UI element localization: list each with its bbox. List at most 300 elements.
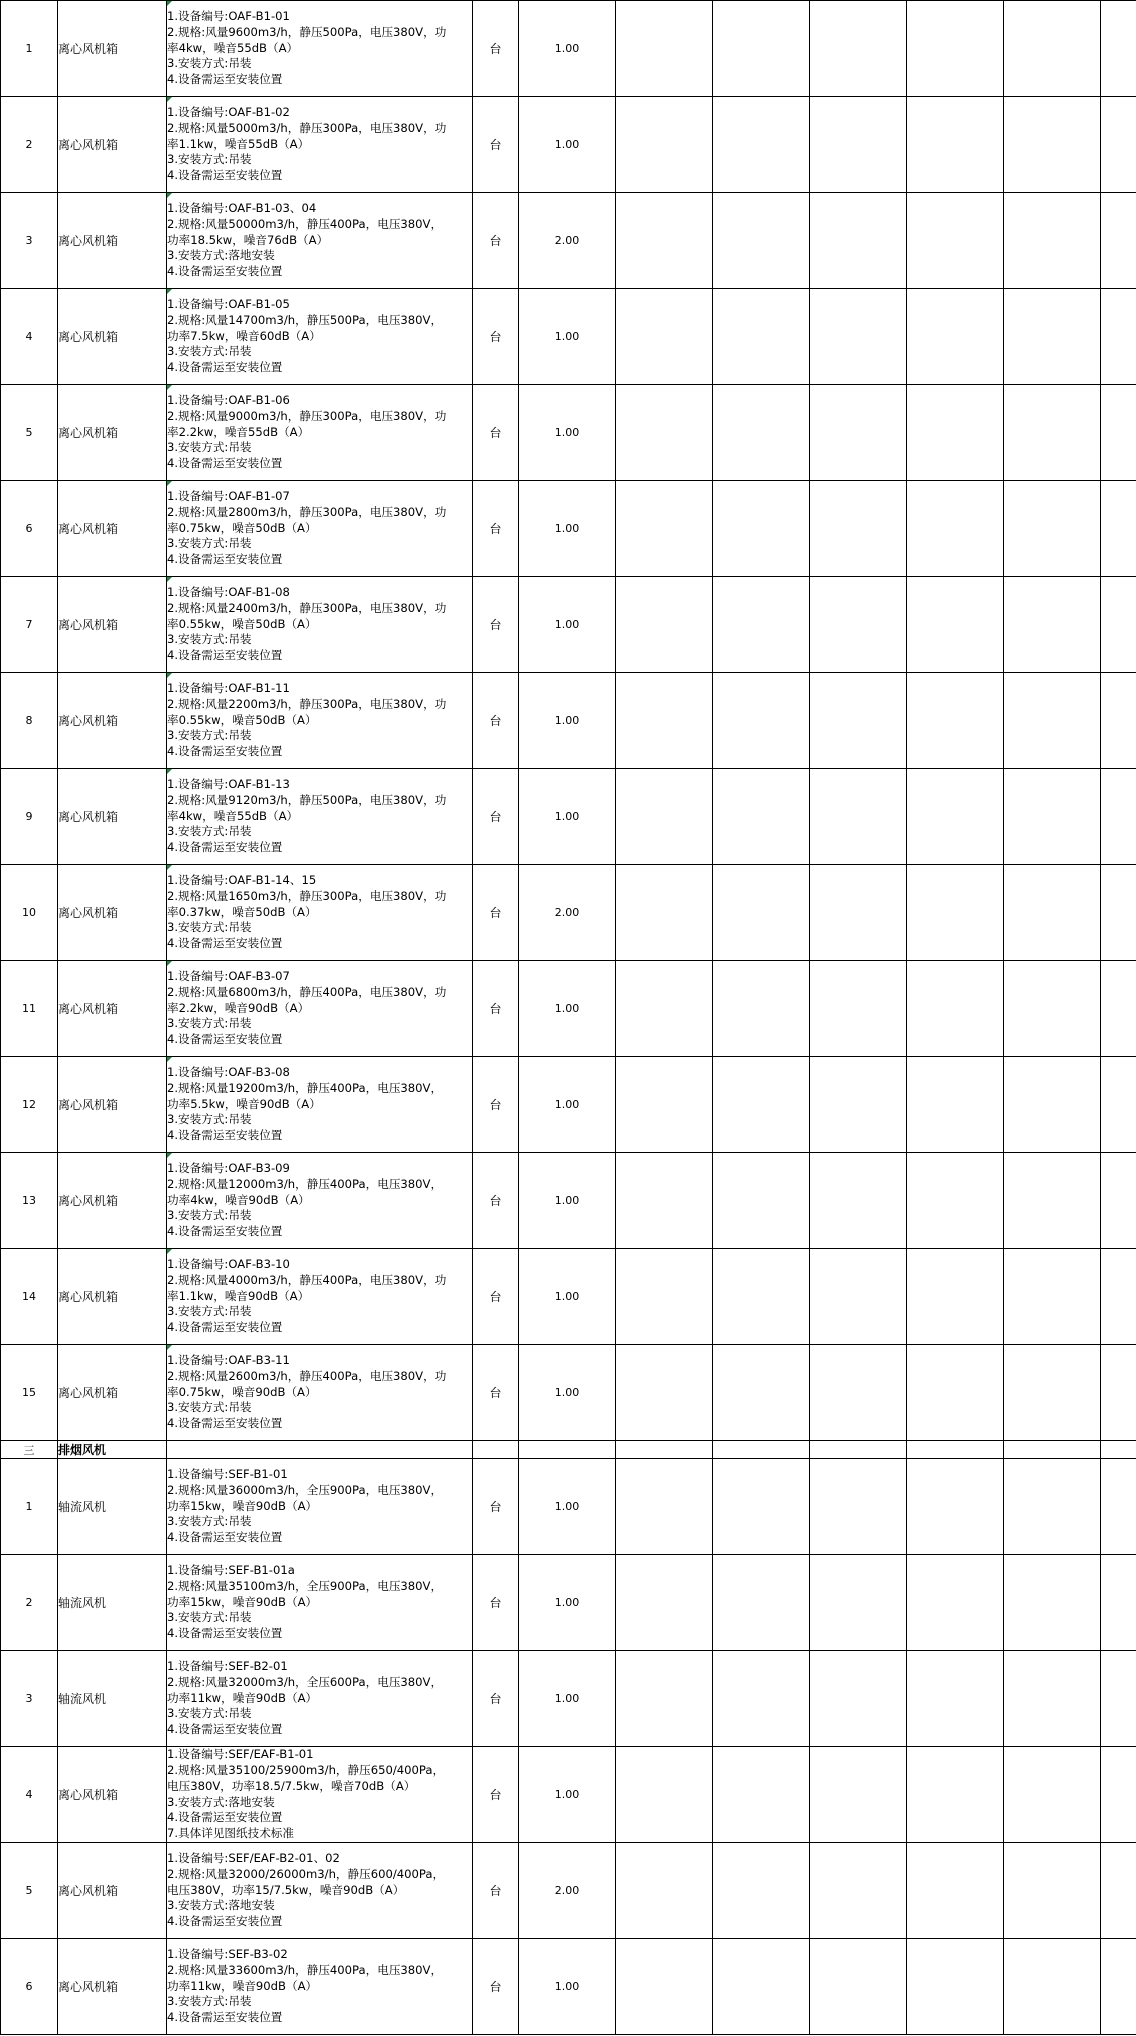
empty-cell[interactable] bbox=[616, 1249, 713, 1345]
item-quantity-cell[interactable]: 1.00 bbox=[519, 97, 616, 193]
item-description-cell[interactable] bbox=[167, 577, 473, 673]
description-line: 3.安装方式:落地安装 bbox=[167, 1898, 275, 1913]
empty-cell[interactable] bbox=[810, 1747, 907, 1843]
empty-cell[interactable] bbox=[810, 1843, 907, 1939]
item-quantity-cell[interactable]: 1.00 bbox=[519, 1, 616, 97]
empty-cell[interactable] bbox=[1101, 1345, 1136, 1441]
empty-cell[interactable] bbox=[1101, 1153, 1136, 1249]
item-quantity-cell[interactable]: 1.00 bbox=[519, 1939, 616, 2035]
item-unit-cell[interactable]: 台 bbox=[473, 1153, 519, 1249]
description-line: 3.安装方式:吊装 bbox=[167, 1208, 252, 1223]
empty-cell[interactable] bbox=[907, 1555, 1004, 1651]
empty-cell[interactable] bbox=[1101, 97, 1136, 193]
empty-cell[interactable] bbox=[616, 1555, 713, 1651]
empty-cell[interactable] bbox=[1004, 1747, 1101, 1843]
empty-cell[interactable] bbox=[1101, 193, 1136, 289]
empty-cell[interactable] bbox=[616, 769, 713, 865]
description-line: 率1.1kw，噪音55dB（A） bbox=[167, 136, 310, 151]
table-row bbox=[1, 1057, 1136, 1153]
item-name-cell[interactable]: 离心风机箱 bbox=[58, 865, 167, 961]
item-unit-cell[interactable]: 台 bbox=[473, 769, 519, 865]
description-line: 1.设备编号:OAF-B3-07 bbox=[167, 969, 290, 983]
empty-cell[interactable] bbox=[616, 1, 713, 97]
item-quantity-cell[interactable]: 1.00 bbox=[519, 289, 616, 385]
empty-cell[interactable] bbox=[1101, 1651, 1136, 1747]
description-line: 1.设备编号:SEF/EAF-B1-01 bbox=[167, 1747, 314, 1762]
empty-cell[interactable] bbox=[713, 193, 810, 289]
item-quantity-cell[interactable]: 1.00 bbox=[519, 769, 616, 865]
empty-cell[interactable] bbox=[713, 385, 810, 481]
item-number-cell[interactable]: 2 bbox=[1, 97, 58, 193]
item-unit-cell[interactable]: 台 bbox=[473, 1747, 519, 1843]
empty-cell[interactable] bbox=[907, 1153, 1004, 1249]
cell-comment-marker-icon bbox=[167, 1057, 172, 1062]
table-row bbox=[1, 769, 1136, 865]
item-description-cell[interactable] bbox=[167, 1555, 473, 1651]
description-line: 4.设备需运至安装位置 bbox=[167, 1530, 283, 1545]
empty-cell[interactable] bbox=[1101, 1843, 1136, 1939]
item-number-cell[interactable]: 8 bbox=[1, 673, 58, 769]
item-name-cell[interactable]: 离心风机箱 bbox=[58, 289, 167, 385]
description-line: 功率18.5kw，噪音76dB（A） bbox=[167, 232, 329, 247]
description-line: 1.设备编号:SEF-B1-01 bbox=[167, 1467, 288, 1481]
item-unit-cell[interactable]: 台 bbox=[473, 1843, 519, 1939]
table-row bbox=[1, 1939, 1136, 2035]
item-description-cell[interactable] bbox=[167, 1, 473, 97]
item-name-cell[interactable]: 离心风机箱 bbox=[58, 193, 167, 289]
description-line: 2.规格:风量2400m3/h，静压300Pa，电压380V，功 bbox=[167, 600, 447, 615]
empty-cell[interactable] bbox=[713, 1153, 810, 1249]
description-line: 率2.2kw，噪音90dB（A） bbox=[167, 1000, 310, 1015]
empty-cell[interactable] bbox=[907, 1, 1004, 97]
item-unit-cell[interactable]: 台 bbox=[473, 1249, 519, 1345]
empty-cell[interactable] bbox=[713, 577, 810, 673]
description-line: 1.设备编号:OAF-B1-07 bbox=[167, 489, 290, 503]
item-name-cell[interactable]: 离心风机箱 bbox=[58, 1939, 167, 2035]
empty-cell[interactable] bbox=[907, 1651, 1004, 1747]
item-name-cell[interactable]: 离心风机箱 bbox=[58, 577, 167, 673]
empty-cell[interactable] bbox=[519, 1441, 616, 1459]
empty-cell[interactable] bbox=[713, 1, 810, 97]
item-quantity-cell[interactable]: 1.00 bbox=[519, 481, 616, 577]
item-number-cell[interactable]: 14 bbox=[1, 1249, 58, 1345]
description-line: 功率11kw，噪音90dB（A） bbox=[167, 1978, 318, 1993]
item-number-cell[interactable]: 6 bbox=[1, 481, 58, 577]
empty-cell[interactable] bbox=[616, 289, 713, 385]
empty-cell[interactable] bbox=[1004, 481, 1101, 577]
table-row bbox=[1, 481, 1136, 577]
empty-cell[interactable] bbox=[616, 1057, 713, 1153]
item-unit-cell[interactable]: 台 bbox=[473, 1939, 519, 2035]
empty-cell[interactable] bbox=[1101, 481, 1136, 577]
item-quantity-cell[interactable]: 1.00 bbox=[519, 673, 616, 769]
description-line: 2.规格:风量14700m3/h，静压500Pa，电压380V， bbox=[167, 312, 443, 327]
empty-cell[interactable] bbox=[713, 1345, 810, 1441]
empty-cell[interactable] bbox=[713, 97, 810, 193]
item-number-cell[interactable]: 9 bbox=[1, 769, 58, 865]
empty-cell[interactable] bbox=[810, 1153, 907, 1249]
empty-cell[interactable] bbox=[907, 1249, 1004, 1345]
empty-cell[interactable] bbox=[810, 1459, 907, 1555]
item-unit-cell[interactable]: 台 bbox=[473, 673, 519, 769]
empty-cell[interactable] bbox=[1004, 1651, 1101, 1747]
item-unit-cell[interactable]: 台 bbox=[473, 1459, 519, 1555]
description-line: 2.规格:风量32000m3/h，全压600Pa，电压380V， bbox=[167, 1674, 443, 1689]
empty-cell[interactable] bbox=[810, 289, 907, 385]
item-unit-cell[interactable]: 台 bbox=[473, 1345, 519, 1441]
item-description-cell[interactable] bbox=[167, 1843, 473, 1939]
empty-cell[interactable] bbox=[810, 1345, 907, 1441]
empty-cell[interactable] bbox=[1101, 1, 1136, 97]
description-line: 2.规格:风量35100/25900m3/h，静压650/400Pa， bbox=[167, 1762, 445, 1777]
empty-cell[interactable] bbox=[616, 1651, 713, 1747]
item-number-cell[interactable]: 15 bbox=[1, 1345, 58, 1441]
empty-cell[interactable] bbox=[1004, 193, 1101, 289]
description-line: 4.设备需运至安装位置 bbox=[167, 1128, 283, 1143]
item-number-cell[interactable]: 5 bbox=[1, 1843, 58, 1939]
empty-cell[interactable] bbox=[810, 1057, 907, 1153]
item-name-cell[interactable]: 离心风机箱 bbox=[58, 97, 167, 193]
empty-cell[interactable] bbox=[1004, 1939, 1101, 2035]
empty-cell[interactable] bbox=[1101, 961, 1136, 1057]
description-line: 1.设备编号:OAF-B1-14、15 bbox=[167, 873, 317, 887]
empty-cell[interactable] bbox=[1004, 865, 1101, 961]
empty-cell[interactable] bbox=[907, 577, 1004, 673]
empty-cell[interactable] bbox=[1004, 1441, 1101, 1459]
item-quantity-cell[interactable]: 1.00 bbox=[519, 961, 616, 1057]
empty-cell[interactable] bbox=[167, 1441, 473, 1459]
item-description-cell[interactable] bbox=[167, 673, 473, 769]
item-number-cell[interactable]: 2 bbox=[1, 1555, 58, 1651]
empty-cell[interactable] bbox=[713, 1747, 810, 1843]
item-description-cell[interactable] bbox=[167, 961, 473, 1057]
empty-cell[interactable] bbox=[1004, 961, 1101, 1057]
empty-cell[interactable] bbox=[810, 673, 907, 769]
item-description-cell[interactable] bbox=[167, 1747, 473, 1843]
item-number-cell[interactable]: 4 bbox=[1, 289, 58, 385]
empty-cell[interactable] bbox=[907, 1747, 1004, 1843]
item-description-cell[interactable] bbox=[167, 865, 473, 961]
empty-cell[interactable] bbox=[1004, 385, 1101, 481]
item-description-cell[interactable] bbox=[167, 1249, 473, 1345]
empty-cell[interactable] bbox=[616, 1441, 713, 1459]
empty-cell[interactable] bbox=[616, 577, 713, 673]
item-name-cell[interactable]: 离心风机箱 bbox=[58, 1, 167, 97]
empty-cell[interactable] bbox=[1004, 1843, 1101, 1939]
empty-cell[interactable] bbox=[473, 1441, 519, 1459]
item-quantity-cell[interactable]: 1.00 bbox=[519, 1459, 616, 1555]
item-number-cell[interactable]: 1 bbox=[1, 1, 58, 97]
empty-cell[interactable] bbox=[810, 1555, 907, 1651]
description-line: 2.规格:风量50000m3/h，静压400Pa，电压380V， bbox=[167, 216, 443, 231]
item-description-cell[interactable] bbox=[167, 97, 473, 193]
empty-cell[interactable] bbox=[1004, 289, 1101, 385]
item-name-cell[interactable]: 离心风机箱 bbox=[58, 1747, 167, 1843]
item-quantity-cell[interactable]: 1.00 bbox=[519, 1555, 616, 1651]
empty-cell[interactable] bbox=[616, 1459, 713, 1555]
item-name-cell[interactable]: 离心风机箱 bbox=[58, 673, 167, 769]
empty-cell[interactable] bbox=[713, 1555, 810, 1651]
item-unit-cell[interactable]: 台 bbox=[473, 577, 519, 673]
empty-cell[interactable] bbox=[810, 1939, 907, 2035]
item-name-cell[interactable]: 离心风机箱 bbox=[58, 1153, 167, 1249]
empty-cell[interactable] bbox=[616, 961, 713, 1057]
item-quantity-cell[interactable]: 2.00 bbox=[519, 193, 616, 289]
empty-cell[interactable] bbox=[907, 1459, 1004, 1555]
item-unit-cell[interactable]: 台 bbox=[473, 1057, 519, 1153]
description-line: 4.设备需运至安装位置 bbox=[167, 2010, 283, 2025]
empty-cell[interactable] bbox=[810, 481, 907, 577]
item-description-cell[interactable] bbox=[167, 385, 473, 481]
item-unit-cell[interactable]: 台 bbox=[473, 193, 519, 289]
empty-cell[interactable] bbox=[616, 1345, 713, 1441]
empty-cell[interactable] bbox=[1101, 1555, 1136, 1651]
item-name-cell[interactable]: 离心风机箱 bbox=[58, 769, 167, 865]
empty-cell[interactable] bbox=[713, 1651, 810, 1747]
empty-cell[interactable] bbox=[713, 961, 810, 1057]
description-line: 4.设备需运至安装位置 bbox=[167, 1810, 283, 1825]
description-line: 率0.37kw，噪音50dB（A） bbox=[167, 904, 317, 919]
item-quantity-cell[interactable]: 1.00 bbox=[519, 577, 616, 673]
item-number-cell[interactable]: 1 bbox=[1, 1459, 58, 1555]
empty-cell[interactable] bbox=[713, 865, 810, 961]
empty-cell[interactable] bbox=[907, 865, 1004, 961]
empty-cell[interactable] bbox=[907, 1057, 1004, 1153]
description-line: 2.规格:风量32000/26000m3/h，静压600/400Pa， bbox=[167, 1866, 445, 1881]
empty-cell[interactable] bbox=[907, 385, 1004, 481]
empty-cell[interactable] bbox=[616, 97, 713, 193]
description-line: 1.设备编号:OAF-B3-10 bbox=[167, 1257, 290, 1271]
empty-cell[interactable] bbox=[1101, 385, 1136, 481]
description-line: 率0.75kw，噪音90dB（A） bbox=[167, 1384, 317, 1399]
empty-cell[interactable] bbox=[713, 289, 810, 385]
empty-cell[interactable] bbox=[713, 769, 810, 865]
description-line: 7.具体详见图纸技术标准 bbox=[167, 1826, 294, 1841]
item-description-cell[interactable] bbox=[167, 289, 473, 385]
item-name-cell[interactable]: 离心风机箱 bbox=[58, 961, 167, 1057]
item-name-cell[interactable]: 离心风机箱 bbox=[58, 1345, 167, 1441]
item-number-cell[interactable]: 5 bbox=[1, 385, 58, 481]
table-row bbox=[1, 961, 1136, 1057]
cell-comment-marker-icon bbox=[167, 577, 172, 582]
empty-cell[interactable] bbox=[1101, 769, 1136, 865]
item-description-cell[interactable] bbox=[167, 769, 473, 865]
cell-comment-marker-icon bbox=[167, 289, 172, 294]
empty-cell[interactable] bbox=[713, 1939, 810, 2035]
empty-cell[interactable] bbox=[1101, 1459, 1136, 1555]
empty-cell[interactable] bbox=[907, 1345, 1004, 1441]
empty-cell[interactable] bbox=[907, 97, 1004, 193]
empty-cell[interactable] bbox=[1101, 1249, 1136, 1345]
empty-cell[interactable] bbox=[907, 1939, 1004, 2035]
item-quantity-cell[interactable]: 1.00 bbox=[519, 1249, 616, 1345]
empty-cell[interactable] bbox=[810, 769, 907, 865]
empty-cell[interactable] bbox=[1004, 1249, 1101, 1345]
table-row bbox=[1, 97, 1136, 193]
empty-cell[interactable] bbox=[1004, 1345, 1101, 1441]
item-name-cell[interactable]: 轴流风机 bbox=[58, 1555, 167, 1651]
empty-cell[interactable] bbox=[1004, 1153, 1101, 1249]
item-number-cell[interactable]: 7 bbox=[1, 577, 58, 673]
empty-cell[interactable] bbox=[810, 193, 907, 289]
empty-cell[interactable] bbox=[1101, 289, 1136, 385]
empty-cell[interactable] bbox=[907, 673, 1004, 769]
item-unit-cell[interactable]: 台 bbox=[473, 1651, 519, 1747]
empty-cell[interactable] bbox=[713, 1459, 810, 1555]
description-line: 率0.55kw，噪音50dB（A） bbox=[167, 616, 317, 631]
description-line: 1.设备编号:OAF-B3-08 bbox=[167, 1065, 290, 1079]
item-unit-cell[interactable]: 台 bbox=[473, 289, 519, 385]
empty-cell[interactable] bbox=[1101, 1939, 1136, 2035]
item-unit-cell[interactable]: 台 bbox=[473, 481, 519, 577]
description-line: 3.安装方式:落地安装 bbox=[167, 248, 275, 263]
item-number-cell[interactable]: 6 bbox=[1, 1939, 58, 2035]
empty-cell[interactable] bbox=[1004, 1, 1101, 97]
table-row bbox=[1, 1555, 1136, 1651]
item-description-cell[interactable] bbox=[167, 1459, 473, 1555]
empty-cell[interactable] bbox=[713, 1249, 810, 1345]
empty-cell[interactable] bbox=[713, 673, 810, 769]
item-description-cell[interactable] bbox=[167, 1345, 473, 1441]
item-quantity-cell[interactable]: 1.00 bbox=[519, 1153, 616, 1249]
empty-cell[interactable] bbox=[907, 289, 1004, 385]
item-name-cell[interactable]: 离心风机箱 bbox=[58, 1057, 167, 1153]
item-description-cell[interactable] bbox=[167, 1153, 473, 1249]
item-description-cell[interactable] bbox=[167, 1939, 473, 2035]
empty-cell[interactable] bbox=[616, 673, 713, 769]
item-number-cell[interactable]: 4 bbox=[1, 1747, 58, 1843]
empty-cell[interactable] bbox=[907, 1843, 1004, 1939]
item-name-cell[interactable]: 离心风机箱 bbox=[58, 1843, 167, 1939]
item-number-cell[interactable]: 13 bbox=[1, 1153, 58, 1249]
item-number-cell[interactable]: 10 bbox=[1, 865, 58, 961]
empty-cell[interactable] bbox=[907, 961, 1004, 1057]
empty-cell[interactable] bbox=[810, 577, 907, 673]
empty-cell[interactable] bbox=[907, 769, 1004, 865]
description-line: 功率15kw，噪音90dB（A） bbox=[167, 1594, 318, 1609]
item-quantity-cell[interactable]: 1.00 bbox=[519, 385, 616, 481]
description-line: 1.设备编号:OAF-B1-13 bbox=[167, 777, 290, 791]
item-quantity-cell[interactable]: 1.00 bbox=[519, 1057, 616, 1153]
item-unit-cell[interactable]: 台 bbox=[473, 1, 519, 97]
empty-cell[interactable] bbox=[616, 1843, 713, 1939]
item-unit-cell[interactable]: 台 bbox=[473, 385, 519, 481]
empty-cell[interactable] bbox=[1004, 1057, 1101, 1153]
empty-cell[interactable] bbox=[810, 1441, 907, 1459]
cell-comment-marker-icon bbox=[167, 1249, 172, 1254]
empty-cell[interactable] bbox=[907, 193, 1004, 289]
item-quantity-cell[interactable]: 1.00 bbox=[519, 1651, 616, 1747]
item-unit-cell[interactable]: 台 bbox=[473, 1555, 519, 1651]
item-description-cell[interactable] bbox=[167, 193, 473, 289]
empty-cell[interactable] bbox=[1101, 865, 1136, 961]
item-unit-cell[interactable]: 台 bbox=[473, 865, 519, 961]
description-line: 4.设备需运至安装位置 bbox=[167, 168, 283, 183]
section-title-cell[interactable]: 排烟风机 bbox=[58, 1441, 167, 1459]
empty-cell[interactable] bbox=[713, 1441, 810, 1459]
empty-cell[interactable] bbox=[1101, 673, 1136, 769]
description-line: 功率4kw，噪音90dB（A） bbox=[167, 1192, 310, 1207]
item-name-cell[interactable]: 离心风机箱 bbox=[58, 1249, 167, 1345]
description-line: 3.安装方式:吊装 bbox=[167, 632, 252, 647]
item-quantity-cell[interactable]: 2.00 bbox=[519, 1843, 616, 1939]
description-line: 功率7.5kw，噪音60dB（A） bbox=[167, 328, 321, 343]
empty-cell[interactable] bbox=[616, 481, 713, 577]
description-line: 1.设备编号:OAF-B1-11 bbox=[167, 681, 290, 695]
empty-cell[interactable] bbox=[810, 1651, 907, 1747]
item-quantity-cell[interactable]: 1.00 bbox=[519, 1345, 616, 1441]
empty-cell[interactable] bbox=[1004, 1555, 1101, 1651]
empty-cell[interactable] bbox=[907, 1441, 1004, 1459]
empty-cell[interactable] bbox=[1004, 577, 1101, 673]
empty-cell[interactable] bbox=[810, 385, 907, 481]
empty-cell[interactable] bbox=[713, 481, 810, 577]
empty-cell[interactable] bbox=[907, 481, 1004, 577]
cell-comment-marker-icon bbox=[167, 97, 172, 102]
empty-cell[interactable] bbox=[810, 1, 907, 97]
description-line: 4.设备需运至安装位置 bbox=[167, 1914, 283, 1929]
empty-cell[interactable] bbox=[616, 1939, 713, 2035]
item-name-cell[interactable]: 离心风机箱 bbox=[58, 481, 167, 577]
empty-cell[interactable] bbox=[1101, 577, 1136, 673]
empty-cell[interactable] bbox=[616, 385, 713, 481]
description-line: 3.安装方式:吊装 bbox=[167, 1016, 252, 1031]
empty-cell[interactable] bbox=[1004, 1459, 1101, 1555]
item-description-cell[interactable] bbox=[167, 1651, 473, 1747]
empty-cell[interactable] bbox=[1004, 97, 1101, 193]
section-number-cell[interactable]: 三 bbox=[1, 1441, 58, 1459]
item-number-cell[interactable]: 3 bbox=[1, 1651, 58, 1747]
item-unit-cell[interactable]: 台 bbox=[473, 97, 519, 193]
description-line: 3.安装方式:吊装 bbox=[167, 1400, 252, 1415]
table-row bbox=[1, 1249, 1136, 1345]
empty-cell[interactable] bbox=[616, 193, 713, 289]
empty-cell[interactable] bbox=[810, 865, 907, 961]
empty-cell[interactable] bbox=[1004, 673, 1101, 769]
empty-cell[interactable] bbox=[1101, 1057, 1136, 1153]
description-line: 3.安装方式:吊装 bbox=[167, 440, 252, 455]
empty-cell[interactable] bbox=[616, 865, 713, 961]
empty-cell[interactable] bbox=[1004, 769, 1101, 865]
description-line: 2.规格:风量1650m3/h，静压300Pa，电压380V，功 bbox=[167, 888, 447, 903]
item-name-cell[interactable]: 轴流风机 bbox=[58, 1459, 167, 1555]
item-number-cell[interactable]: 11 bbox=[1, 961, 58, 1057]
description-line: 3.安装方式:吊装 bbox=[167, 1994, 252, 2009]
item-number-cell[interactable]: 12 bbox=[1, 1057, 58, 1153]
item-name-cell[interactable]: 离心风机箱 bbox=[58, 385, 167, 481]
item-description-cell[interactable] bbox=[167, 481, 473, 577]
item-quantity-cell[interactable]: 1.00 bbox=[519, 1747, 616, 1843]
empty-cell[interactable] bbox=[713, 1843, 810, 1939]
empty-cell[interactable] bbox=[1101, 1747, 1136, 1843]
item-description-cell[interactable] bbox=[167, 1057, 473, 1153]
empty-cell[interactable] bbox=[1101, 1441, 1136, 1459]
empty-cell[interactable] bbox=[713, 1057, 810, 1153]
empty-cell[interactable] bbox=[616, 1747, 713, 1843]
item-quantity-cell[interactable]: 2.00 bbox=[519, 865, 616, 961]
empty-cell[interactable] bbox=[810, 1249, 907, 1345]
empty-cell[interactable] bbox=[616, 1153, 713, 1249]
empty-cell[interactable] bbox=[810, 961, 907, 1057]
description-line: 4.设备需运至安装位置 bbox=[167, 1032, 283, 1047]
table-row bbox=[1, 1459, 1136, 1555]
empty-cell[interactable] bbox=[810, 97, 907, 193]
item-name-cell[interactable]: 轴流风机 bbox=[58, 1651, 167, 1747]
item-number-cell[interactable]: 3 bbox=[1, 193, 58, 289]
item-unit-cell[interactable]: 台 bbox=[473, 961, 519, 1057]
cell-comment-marker-icon bbox=[167, 673, 172, 678]
cell-comment-marker-icon bbox=[167, 193, 172, 198]
